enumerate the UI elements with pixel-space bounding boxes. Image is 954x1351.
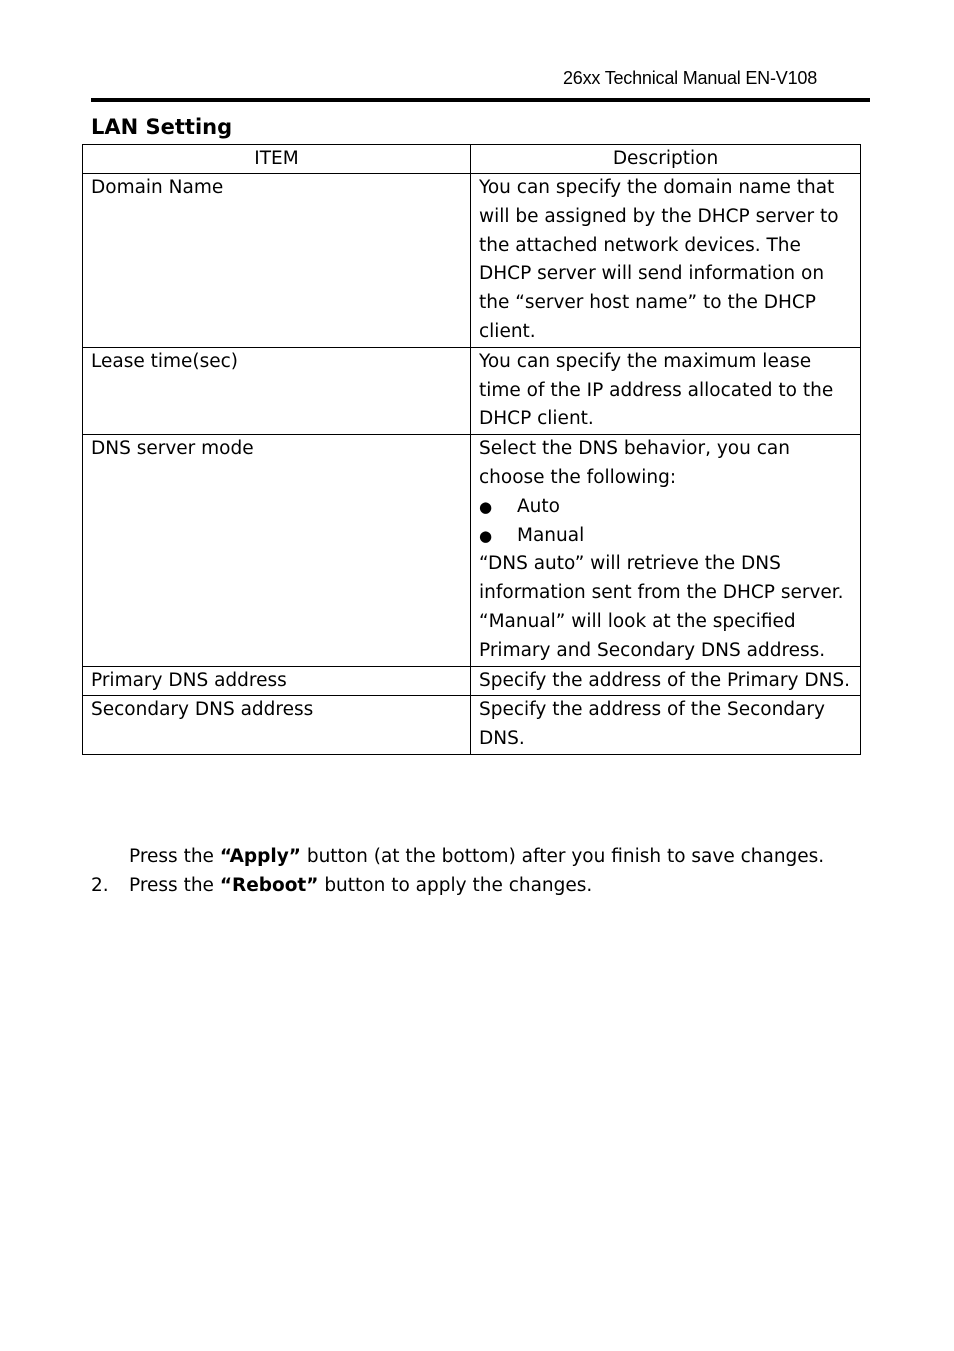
item-cell: Domain Name — [83, 174, 471, 348]
item-cell: Lease time(sec) — [83, 347, 471, 434]
description-cell — [471, 435, 861, 666]
description-cell: Specify the address of the Secondary DNS. — [471, 696, 861, 755]
table-row — [83, 666, 861, 696]
step-text: button (at the bottom) after you finish to save changes. — [300, 846, 825, 867]
description-cell: Specify the address of the Primary DNS. — [471, 666, 861, 696]
table-row — [83, 696, 861, 755]
bullet-icon: ● — [479, 526, 493, 545]
dns-mode-intro: Select the DNS behavior, you can choose the following: — [479, 438, 790, 488]
dns-manual-note: “Manual” will look at the specified Primary and Secondary DNS address. — [479, 610, 826, 661]
apply-keyword: “Apply” — [219, 846, 301, 867]
instruction-step-reboot — [91, 871, 592, 900]
section-title: LAN Setting — [91, 115, 233, 139]
list-item — [479, 493, 852, 522]
step-text: button to apply the changes. — [318, 875, 593, 896]
header-divider — [91, 98, 870, 102]
description-cell: You can specify the maximum lease time of the IP address allocated to the DHCP client. — [471, 347, 861, 434]
option-auto: Auto — [517, 495, 560, 517]
item-cell: Primary DNS address — [83, 666, 471, 696]
column-header-description: Description — [471, 145, 861, 174]
table-row — [83, 174, 861, 348]
option-manual: Manual — [517, 524, 585, 546]
dns-auto-note: “DNS auto” will retrieve the DNS information sent from the DHCP server. — [479, 553, 844, 604]
instruction-step-apply — [91, 842, 824, 871]
table-row — [83, 347, 861, 434]
table-header-row — [83, 145, 861, 174]
description-cell: You can specify the domain name that will be assigned by the DHCP server to the attached network devices. The DHCP server will send information on the “server host name” to the DHCP client. — [471, 174, 861, 348]
step-text: Press the — [129, 846, 220, 867]
item-cell: DNS server mode — [83, 435, 471, 666]
lan-setting-table — [82, 144, 861, 755]
column-header-item: ITEM — [83, 145, 471, 174]
bullet-icon: ● — [479, 497, 493, 516]
list-item — [479, 522, 852, 551]
step-text: Press the — [129, 875, 220, 896]
reboot-keyword: “Reboot” — [219, 875, 319, 896]
table-row — [83, 435, 861, 666]
item-cell: Secondary DNS address — [83, 696, 471, 755]
step-number: 2. — [91, 875, 109, 896]
document-header-title: 26xx Technical Manual EN-V108 — [563, 68, 818, 88]
